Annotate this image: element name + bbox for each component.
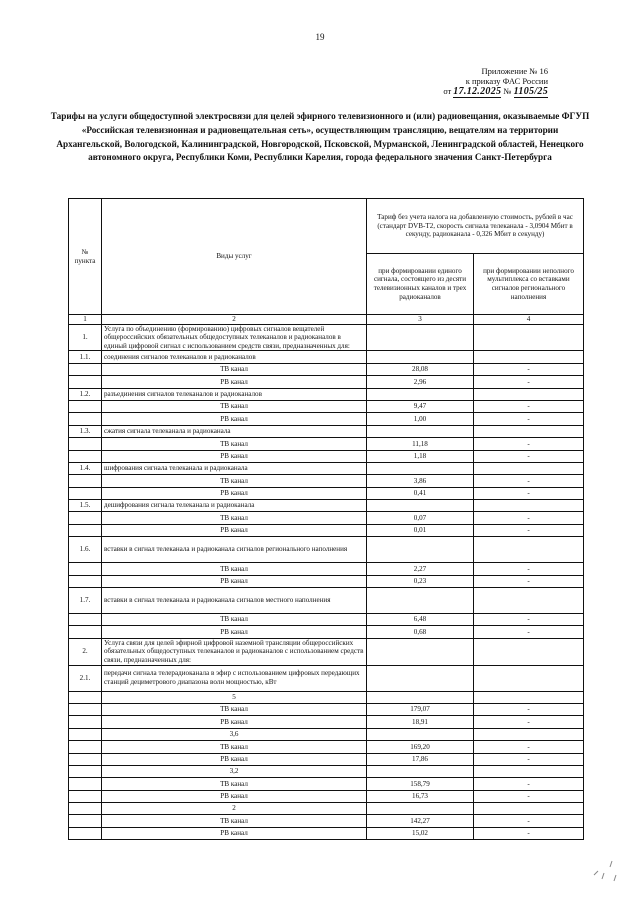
cell-tariff-single: 158,79 — [367, 778, 474, 790]
cell-service: 5 — [102, 691, 367, 703]
table-row — [69, 500, 584, 512]
table-row — [69, 438, 584, 450]
cell-tariff-partial: - — [474, 703, 584, 715]
cell-item-number — [69, 614, 102, 626]
header-services: Виды услуг — [102, 199, 367, 315]
table-row — [69, 537, 584, 563]
cell-service: РВ канал — [102, 827, 367, 839]
cell-item-number — [69, 563, 102, 575]
cell-item-number — [69, 778, 102, 790]
table-row — [69, 425, 584, 437]
cell-tariff-partial — [474, 638, 584, 665]
cell-item-number: 1. — [69, 324, 102, 351]
cell-tariff-partial — [474, 588, 584, 614]
cell-tariff-partial — [474, 425, 584, 437]
table-row — [69, 614, 584, 626]
table-row — [69, 716, 584, 728]
cell-item-number — [69, 790, 102, 802]
cell-tariff-single — [367, 324, 474, 351]
cell-tariff-partial — [474, 691, 584, 703]
table-row — [69, 803, 584, 815]
cell-tariff-single: 9,47 — [367, 400, 474, 412]
header-n1: 1 — [69, 315, 102, 325]
cell-tariff-single: 11,18 — [367, 438, 474, 450]
cell-tariff-single — [367, 351, 474, 363]
cell-tariff-partial: - — [474, 400, 584, 412]
cell-service: РВ канал — [102, 790, 367, 802]
cell-item-number — [69, 716, 102, 728]
table-row — [69, 638, 584, 665]
cell-service: ТВ канал — [102, 563, 367, 575]
cell-service: ТВ канал — [102, 614, 367, 626]
cell-tariff-partial: - — [474, 753, 584, 765]
cell-tariff-single: 2,96 — [367, 376, 474, 388]
cell-item-number: 1.6. — [69, 537, 102, 563]
cell-tariff-partial — [474, 462, 584, 474]
cell-service: вставки в сигнал телеканала и радиоканала сигналов регионального наполнения — [102, 537, 367, 563]
cell-service: соединения сигналов телеканалов и радиоканалов — [102, 351, 367, 363]
cell-service: РВ канал — [102, 575, 367, 587]
cell-tariff-single: 0,07 — [367, 512, 474, 524]
cell-item-number — [69, 524, 102, 536]
cell-item-number: 1.3. — [69, 425, 102, 437]
cell-tariff-partial: - — [474, 376, 584, 388]
header-col3: при формировании единого сигнала, состоящего из десяти телевизионных каналов и трех радиоканалов — [367, 254, 474, 315]
table-row — [69, 665, 584, 691]
cell-tariff-single: 1,18 — [367, 450, 474, 462]
cell-item-number — [69, 703, 102, 715]
table-row — [69, 512, 584, 524]
cell-tariff-single: 1,00 — [367, 413, 474, 425]
cell-item-number: 2.1. — [69, 665, 102, 691]
table-row — [69, 462, 584, 474]
annex-title: Приложение № 16 — [481, 66, 548, 76]
cell-service: ТВ канал — [102, 438, 367, 450]
table-row — [69, 588, 584, 614]
cell-service: ТВ канал — [102, 512, 367, 524]
cell-tariff-single: 0,23 — [367, 575, 474, 587]
cell-tariff-single — [367, 537, 474, 563]
annex-num-value: 1105/25 — [513, 86, 548, 97]
cell-tariff-single: 169,20 — [367, 741, 474, 753]
cell-tariff-single: 142,27 — [367, 815, 474, 827]
cell-service: Услуга связи для целей эфирной цифровой наземной трансляции общероссийских обязательных общедоступных телеканалов и радиоканалов с использованием средств связи, предназначенных для: — [102, 638, 367, 665]
cell-tariff-partial: - — [474, 413, 584, 425]
table-row — [69, 691, 584, 703]
cell-tariff-single — [367, 388, 474, 400]
cell-tariff-partial: - — [474, 626, 584, 638]
cell-tariff-partial: - — [474, 438, 584, 450]
cell-tariff-partial: - — [474, 716, 584, 728]
annex-block — [443, 66, 548, 97]
cell-tariff-partial — [474, 537, 584, 563]
cell-tariff-single: 0,01 — [367, 524, 474, 536]
table-row — [69, 475, 584, 487]
cell-item-number — [69, 691, 102, 703]
table-row — [69, 765, 584, 777]
table-body — [69, 324, 584, 840]
annex-date-value: 17.12.2025 — [453, 86, 502, 97]
cell-item-number — [69, 512, 102, 524]
table-row — [69, 376, 584, 388]
cell-service: РВ канал — [102, 413, 367, 425]
cell-item-number: 1.1. — [69, 351, 102, 363]
cell-tariff-partial — [474, 388, 584, 400]
cell-tariff-single — [367, 500, 474, 512]
cell-item-number — [69, 728, 102, 740]
table-row — [69, 351, 584, 363]
table-row — [69, 450, 584, 462]
cell-tariff-single — [367, 765, 474, 777]
cell-tariff-single: 15,02 — [367, 827, 474, 839]
cell-service: Услуга по объединению (формированию) цифровых сигналов вещателей общероссийских обязательных общедоступных телеканалов и радиоканалов в единый цифровой сигнал с использованием средств связи, предназначенных для: — [102, 324, 367, 351]
cell-item-number: 1.7. — [69, 588, 102, 614]
cell-tariff-single: 17,86 — [367, 753, 474, 765]
cell-tariff-partial: - — [474, 827, 584, 839]
cell-service: дешифрования сигнала телеканала и радиоканала — [102, 500, 367, 512]
cell-service: ТВ канал — [102, 400, 367, 412]
cell-tariff-single: 28,08 — [367, 363, 474, 375]
cell-tariff-partial: - — [474, 450, 584, 462]
cell-service: ТВ канал — [102, 475, 367, 487]
margin-marks — [590, 845, 620, 885]
table-row — [69, 626, 584, 638]
cell-item-number — [69, 765, 102, 777]
table-row — [69, 753, 584, 765]
cell-tariff-single — [367, 638, 474, 665]
annex-date-prefix: от — [443, 86, 452, 96]
cell-item-number — [69, 450, 102, 462]
cell-tariff-partial: - — [474, 363, 584, 375]
cell-tariff-partial — [474, 665, 584, 691]
cell-item-number — [69, 487, 102, 499]
header-n4: 4 — [474, 315, 584, 325]
cell-tariff-single: 179,07 — [367, 703, 474, 715]
cell-service: сжатия сигнала телеканала и радиоканала — [102, 425, 367, 437]
table-row — [69, 563, 584, 575]
cell-service: ТВ канал — [102, 363, 367, 375]
cell-service: РВ канал — [102, 753, 367, 765]
cell-service: ТВ канал — [102, 703, 367, 715]
cell-tariff-single: 2,27 — [367, 563, 474, 575]
cell-tariff-single: 3,86 — [367, 475, 474, 487]
cell-tariff-single — [367, 462, 474, 474]
cell-item-number — [69, 626, 102, 638]
cell-tariff-partial — [474, 351, 584, 363]
cell-item-number — [69, 413, 102, 425]
cell-tariff-partial: - — [474, 790, 584, 802]
header-n3: 3 — [367, 315, 474, 325]
cell-tariff-single — [367, 691, 474, 703]
cell-tariff-single: 0,41 — [367, 487, 474, 499]
cell-tariff-partial: - — [474, 563, 584, 575]
cell-tariff-partial: - — [474, 524, 584, 536]
cell-tariff-partial — [474, 728, 584, 740]
cell-item-number — [69, 575, 102, 587]
cell-service: ТВ канал — [102, 778, 367, 790]
cell-item-number: 1.2. — [69, 388, 102, 400]
cell-service: вставки в сигнал телеканала и радиоканала сигналов местного наполнения — [102, 588, 367, 614]
table-row — [69, 487, 584, 499]
cell-tariff-partial: - — [474, 512, 584, 524]
cell-tariff-partial: - — [474, 575, 584, 587]
cell-tariff-single: 6,48 — [367, 614, 474, 626]
table-row — [69, 400, 584, 412]
cell-service: передачи сигнала телерадиоканала в эфир с использованием цифровых передающих станций дециметрового диапазона волн мощностью, кВт — [102, 665, 367, 691]
table-row — [69, 703, 584, 715]
cell-item-number — [69, 753, 102, 765]
cell-tariff-single — [367, 665, 474, 691]
cell-tariff-partial: - — [474, 614, 584, 626]
cell-tariff-single — [367, 588, 474, 614]
annex-date-number — [443, 86, 548, 97]
cell-item-number — [69, 376, 102, 388]
cell-service: 3,2 — [102, 765, 367, 777]
cell-tariff-partial — [474, 803, 584, 815]
header-col4: при формировании неполного мультиплекса со вставками сигналов регионального наполнения — [474, 254, 584, 315]
cell-tariff-partial: - — [474, 778, 584, 790]
cell-service: РВ канал — [102, 524, 367, 536]
cell-item-number — [69, 741, 102, 753]
cell-service: РВ канал — [102, 626, 367, 638]
cell-tariff-single: 0,68 — [367, 626, 474, 638]
cell-service: РВ канал — [102, 450, 367, 462]
cell-item-number: 2. — [69, 638, 102, 665]
cell-tariff-partial: - — [474, 475, 584, 487]
tariff-table — [68, 198, 584, 840]
table-row — [69, 363, 584, 375]
header-num: № пункта — [69, 199, 102, 315]
cell-service: 3,6 — [102, 728, 367, 740]
cell-service: ТВ канал — [102, 741, 367, 753]
table-row — [69, 324, 584, 351]
cell-service: шифрования сигнала телеканала и радиоканала — [102, 462, 367, 474]
cell-service: РВ канал — [102, 376, 367, 388]
cell-service: 2 — [102, 803, 367, 815]
table-row — [69, 575, 584, 587]
cell-tariff-single — [367, 803, 474, 815]
header-n2: 2 — [102, 315, 367, 325]
table-row — [69, 524, 584, 536]
page-number: 19 — [315, 32, 325, 42]
cell-item-number: 1.4. — [69, 462, 102, 474]
cell-tariff-partial: - — [474, 487, 584, 499]
cell-item-number: 1.5. — [69, 500, 102, 512]
table-row — [69, 413, 584, 425]
cell-tariff-partial — [474, 324, 584, 351]
cell-tariff-single — [367, 728, 474, 740]
document-title: Тарифы на услуги общедоступной электросвязи для целей эфирного телевизионного и (или) радиовещания, оказываемые ФГУП «Российская телевизионная и радиовещательная сеть», осуществляющим трансляцию, вещателям на территории Архангельской, Вологодской, Калининградской, Новгородской, Псковской, Мурманской, Ленинградской областей, Ненецкого автономного округа, Республики Коми, Республики Карелия, города федерального значения Санкт-Петербурга — [50, 111, 590, 163]
annex-order-ref: к приказу ФАС России — [465, 76, 548, 86]
table-row — [69, 815, 584, 827]
table-row — [69, 741, 584, 753]
table-row — [69, 827, 584, 839]
cell-tariff-partial — [474, 765, 584, 777]
header-tariff: Тариф без учета налога на добавленную стоимость, рублей в час (стандарт DVB-T2, скорость сигнала телеканала - 3,0904 Мбит в секунду, радиоканала - 0,326 Мбит в секунду) — [367, 199, 584, 254]
annex-num-prefix: № — [503, 86, 512, 96]
cell-tariff-partial — [474, 500, 584, 512]
cell-service: ТВ канал — [102, 815, 367, 827]
cell-service: РВ канал — [102, 716, 367, 728]
cell-tariff-single: 18,91 — [367, 716, 474, 728]
table-row — [69, 790, 584, 802]
cell-tariff-single — [367, 425, 474, 437]
cell-item-number — [69, 475, 102, 487]
cell-service: разъединения сигналов телеканалов и радиоканалов — [102, 388, 367, 400]
table-row — [69, 388, 584, 400]
cell-item-number — [69, 827, 102, 839]
table-row — [69, 728, 584, 740]
cell-item-number — [69, 438, 102, 450]
cell-item-number — [69, 815, 102, 827]
cell-item-number — [69, 363, 102, 375]
cell-item-number — [69, 803, 102, 815]
cell-tariff-single: 16,73 — [367, 790, 474, 802]
cell-service: РВ канал — [102, 487, 367, 499]
table-row — [69, 778, 584, 790]
cell-tariff-partial: - — [474, 815, 584, 827]
cell-tariff-partial: - — [474, 741, 584, 753]
cell-item-number — [69, 400, 102, 412]
